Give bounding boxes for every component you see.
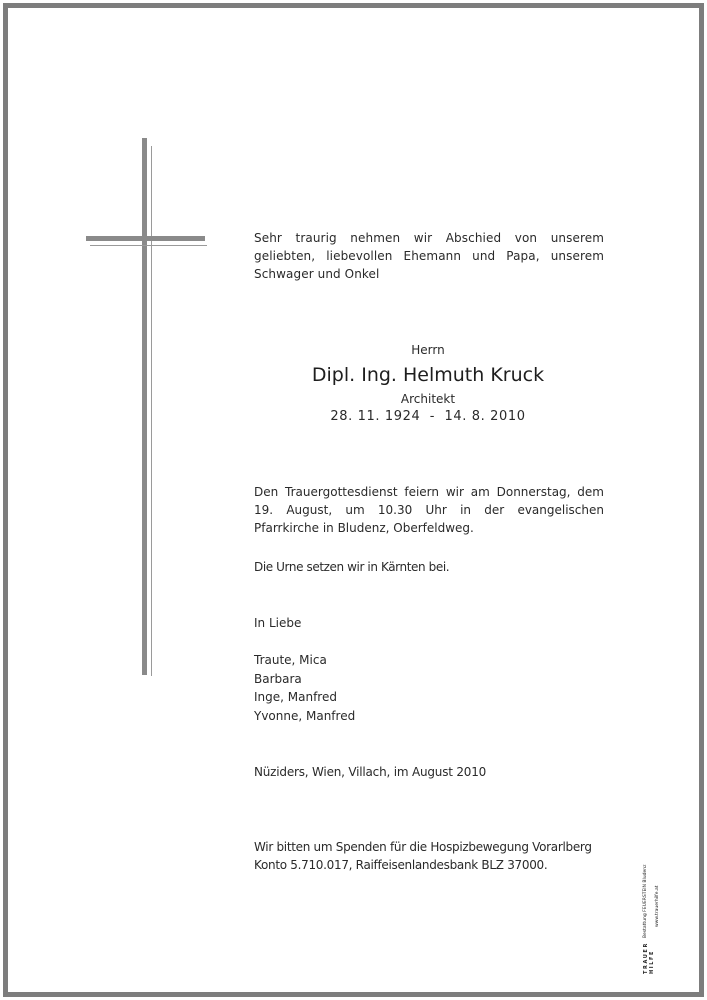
mourner-name: Yvonne, Manfred (254, 708, 356, 723)
logo-brand: TRAUER HILFE (643, 942, 655, 974)
mourners-list (254, 651, 355, 725)
donation-line: Wir bitten um Spenden für die Hospizbewegung Vorarlberg (254, 840, 592, 854)
urn-text: Die Urne setzen wir in Kärnten bei. (254, 560, 450, 574)
deceased-name: Dipl. Ing. Helmuth Kruck (311, 364, 545, 386)
funeral-home-logo (643, 864, 679, 974)
cross-vertical-bar (142, 138, 147, 675)
logo-sub-row (655, 870, 667, 974)
intro-text: Sehr traurig nehmen wir Abschied von unserem geliebten, liebevollen Ehemann und Papa, unserem Schwager und Onkel (254, 231, 604, 281)
cross-vertical-line (151, 146, 152, 676)
place-date: Nüziders, Wien, Villach, im August 2010 (254, 765, 487, 779)
logo-main-row (643, 864, 655, 974)
logo-line1: Bestattung FEUERSTEIN Bludenz (643, 864, 648, 939)
profession: Architekt (400, 392, 456, 406)
cross-horizontal-bar (86, 236, 205, 241)
in-love-text: In Liebe (254, 616, 302, 630)
mourner-name: Inge, Manfred (254, 690, 337, 704)
cross-horizontal-line (90, 245, 207, 246)
mourner-name: Barbara (254, 671, 302, 686)
donation-note (254, 838, 614, 874)
mourner-name: Traute, Mica (254, 653, 327, 667)
service-text: Den Trauergottesdienst feiern wir am Donnerstag, dem 19. August, um 10.30 Uhr in der evangelischen Pfarrkirche in Bludenz, Oberfeldweg. (254, 485, 604, 535)
salutation: Herrn (411, 343, 445, 357)
life-dates: 28. 11. 1924 - 14. 8. 2010 (330, 409, 526, 424)
logo-line2: www.trauerhilfe.at (655, 885, 660, 927)
logo-rotated-content (643, 864, 679, 974)
donation-line: Konto 5.710.017, Raiffeisenlandesbank BLZ 37000. (254, 858, 548, 872)
